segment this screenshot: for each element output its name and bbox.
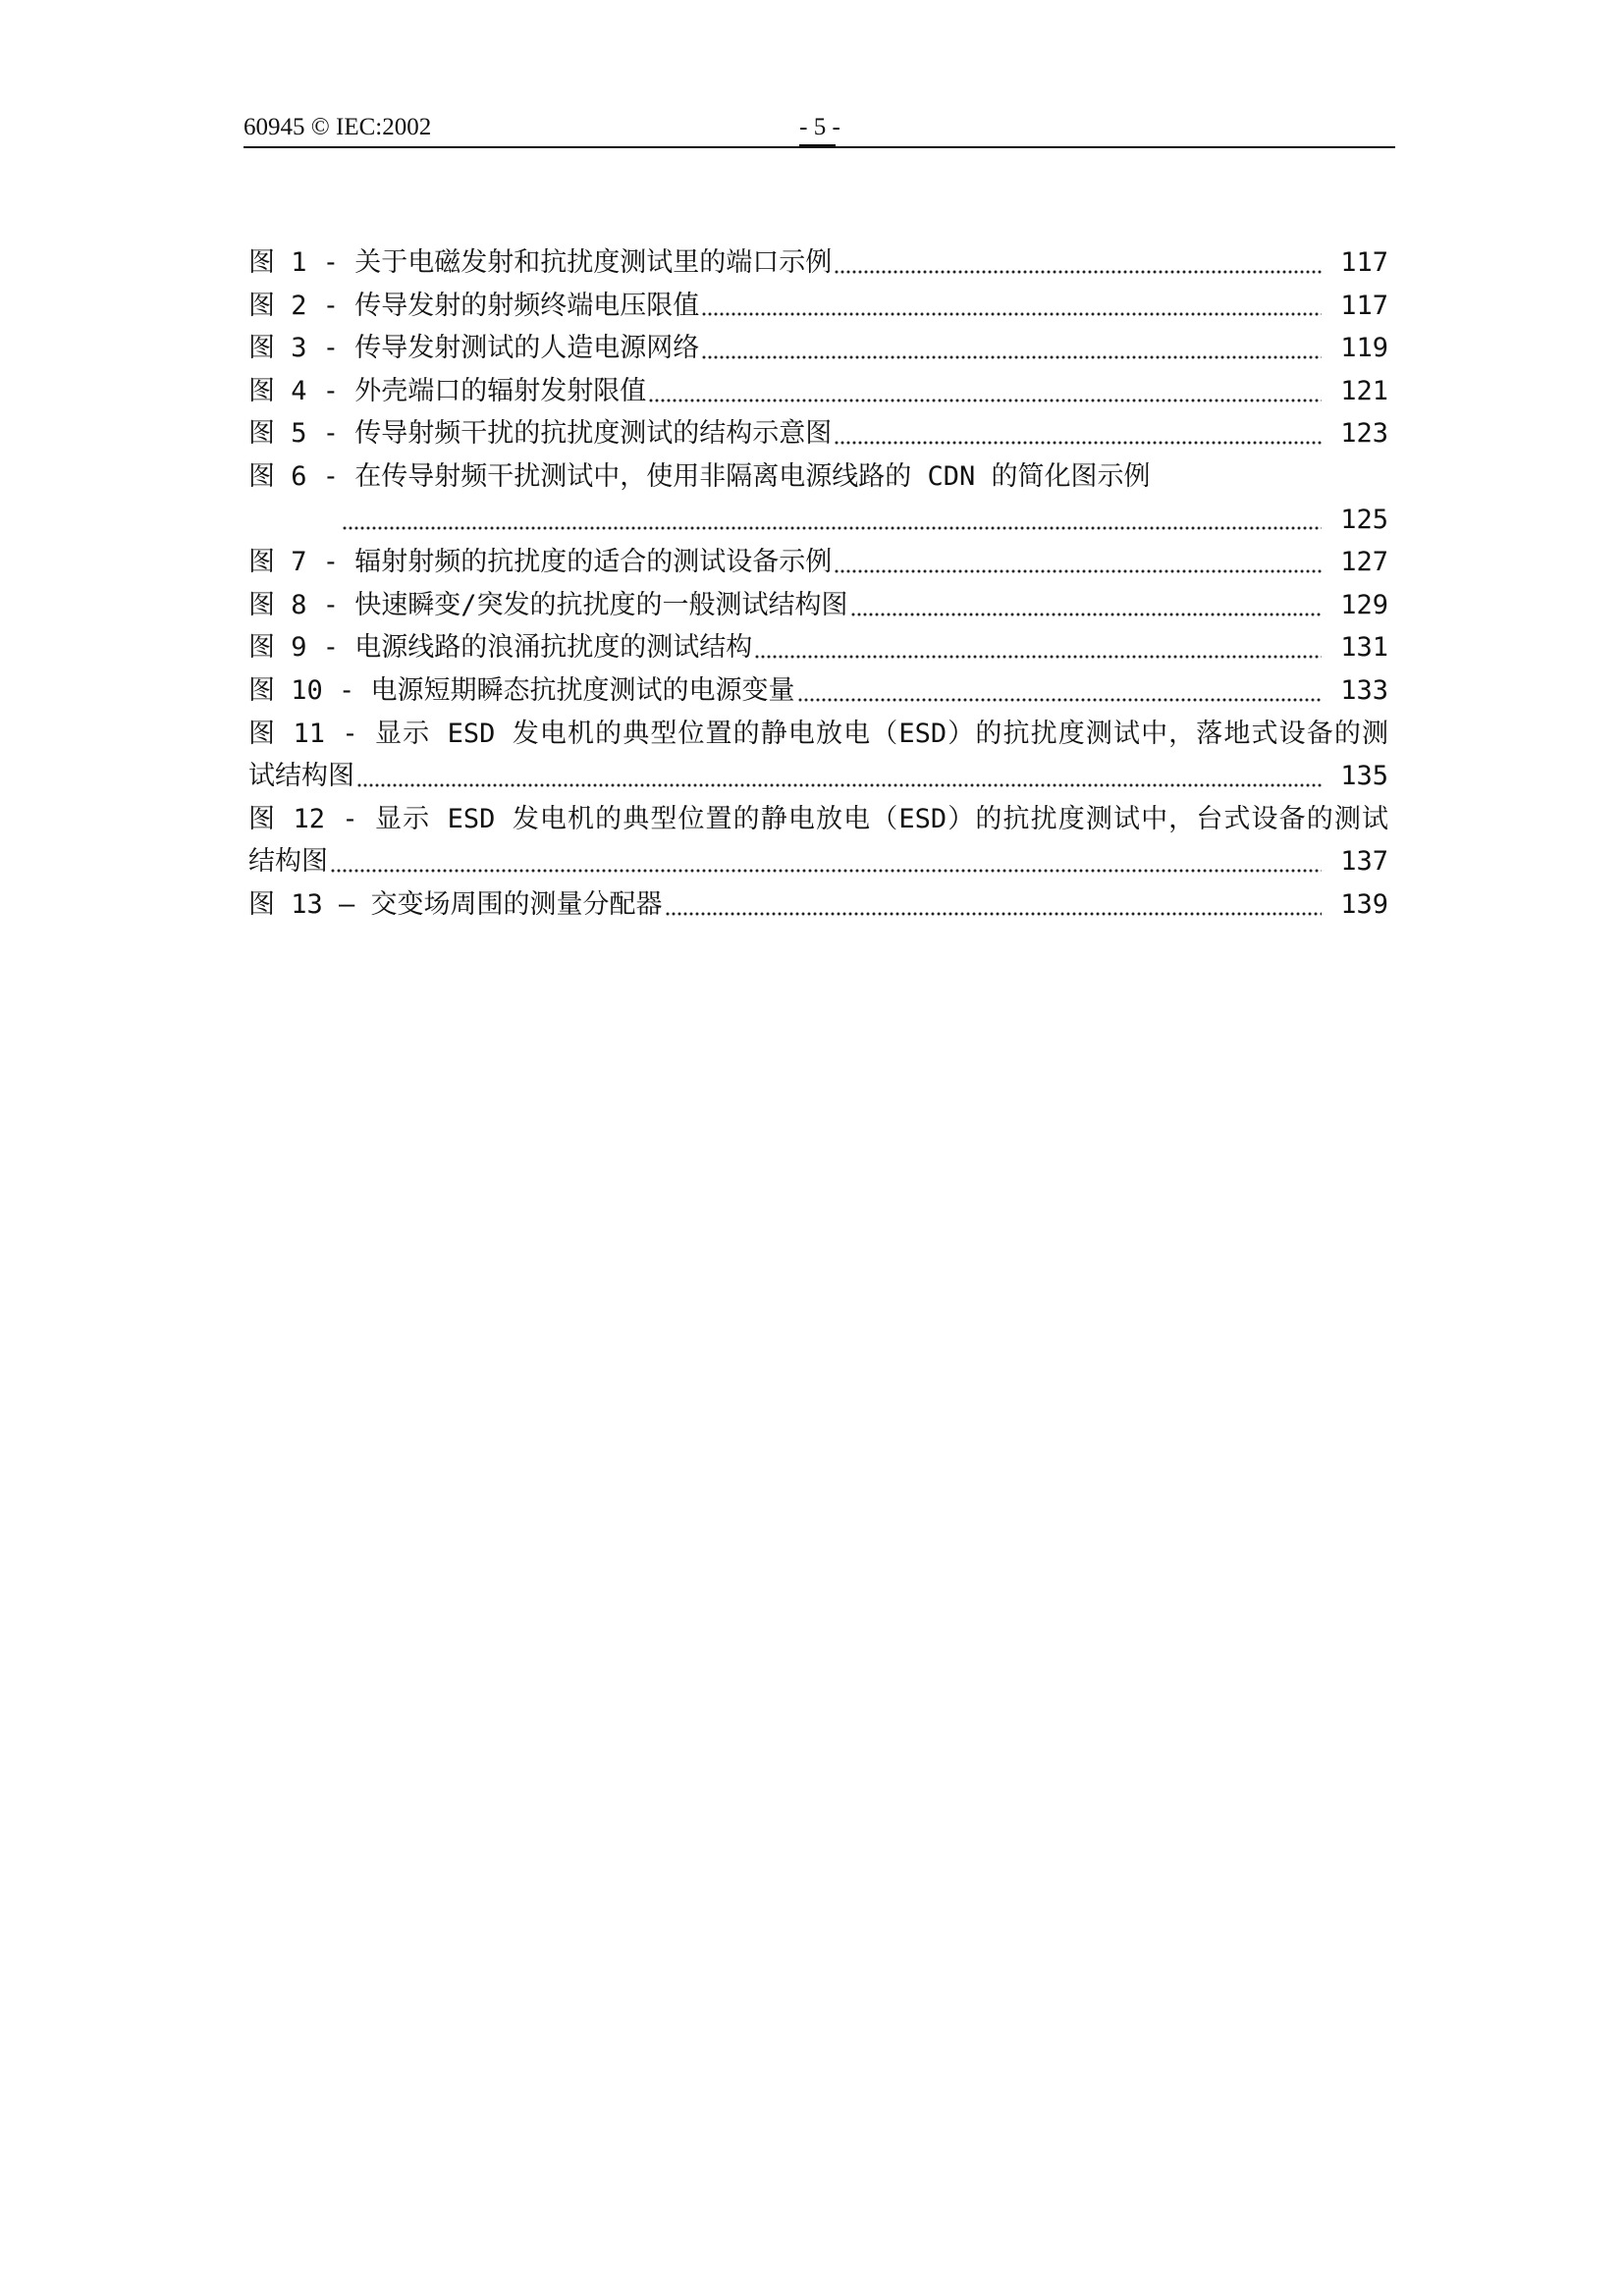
toc-entry-title: 图 13 – 交变场周围的测量分配器 (248, 888, 663, 920)
toc-entry-figure-6 (248, 455, 1388, 541)
dot-leader (834, 422, 1322, 446)
toc-line (248, 713, 1388, 756)
dot-leader (330, 850, 1322, 874)
toc-entry-title: 图 2 - 传导发射的射频终端电压限值 (248, 290, 700, 321)
toc-entry-title: 图 5 - 传导射频干扰的抗扰度测试的结构示意图 (248, 418, 833, 450)
toc-page-number: 117 (1340, 290, 1388, 321)
toc-line (248, 584, 1388, 627)
toc-line (248, 455, 1388, 499)
toc-entry-title: 图 12 - 显示 ESD 发电机的典型位置的静电放电（ESD）的抗扰度测试中，台式设备的测试 (248, 803, 1388, 834)
toc-page-number: 117 (1340, 247, 1388, 278)
toc-entry-figure-13 (248, 883, 1388, 927)
toc-line (248, 883, 1388, 927)
toc-line (248, 798, 1388, 841)
toc-entry-title-continuation: 结构图 (248, 846, 328, 878)
dot-leader (701, 294, 1322, 317)
toc-entry-title: 图 3 - 传导发射测试的人造电源网络 (248, 333, 700, 364)
dot-leader (342, 507, 1322, 531)
dot-leader (665, 893, 1322, 917)
toc-entry-figure-8 (248, 584, 1388, 627)
toc-line-continuation (248, 840, 1388, 883)
toc-entry-figure-2 (248, 285, 1388, 328)
dot-leader (754, 636, 1322, 660)
toc-page-number: 135 (1340, 761, 1388, 792)
toc-line (248, 370, 1388, 413)
dot-leader (834, 551, 1322, 574)
toc-entry-title: 图 6 - 在传导射频干扰测试中，使用非隔离电源线路的 CDN 的简化图示例 (248, 460, 1151, 492)
dot-leader (834, 251, 1322, 275)
toc-line-continuation (248, 499, 1388, 542)
dot-leader (701, 337, 1322, 360)
toc-line (248, 241, 1388, 285)
toc-page-number: 127 (1340, 547, 1388, 578)
toc-entry-title: 图 7 - 辐射射频的抗扰度的适合的测试设备示例 (248, 547, 833, 578)
toc-page-number: 119 (1340, 333, 1388, 364)
toc-line (248, 669, 1388, 713)
toc-entry-title: 图 4 - 外壳端口的辐射发射限值 (248, 375, 647, 406)
toc-page-number: 139 (1340, 888, 1388, 920)
document-id: 60945 © IEC:2002 (244, 114, 432, 140)
toc-entry-figure-11 (248, 713, 1388, 798)
toc-page-number: 133 (1340, 674, 1388, 706)
toc-entry-title: 图 11 - 显示 ESD 发电机的典型位置的静电放电（ESD）的抗扰度测试中，落地式设备的测 (248, 718, 1388, 749)
toc-entry-title: 图 8 - 快速瞬变/突发的抗扰度的一般测试结构图 (248, 589, 848, 620)
toc-entry-title-continuation: 试结构图 (248, 761, 354, 792)
toc-entry-figure-4 (248, 370, 1388, 413)
toc-entry-title: 图 9 - 电源线路的浪涌抗扰度的测试结构 (248, 632, 753, 664)
toc-entry-figure-3 (248, 327, 1388, 370)
toc-entry-figure-5 (248, 412, 1388, 455)
dot-leader (648, 380, 1322, 403)
toc-page-number: 125 (1340, 504, 1388, 535)
list-of-figures (248, 241, 1388, 927)
dot-leader (850, 594, 1322, 617)
dot-leader (797, 679, 1322, 703)
toc-page-number: 137 (1340, 846, 1388, 878)
toc-page-number: 129 (1340, 589, 1388, 620)
toc-entry-title: 图 1 - 关于电磁发射和抗扰度测试里的端口示例 (248, 247, 833, 278)
toc-page-number: 131 (1340, 632, 1388, 664)
toc-line (248, 412, 1388, 455)
toc-page-number: 121 (1340, 375, 1388, 406)
dot-leader (356, 765, 1322, 788)
toc-line (248, 626, 1388, 669)
toc-line-continuation (248, 755, 1388, 798)
toc-line (248, 327, 1388, 370)
toc-entry-title: 图 10 - 电源短期瞬态抗扰度测试的电源变量 (248, 674, 795, 706)
page-number: - 5 - (799, 114, 840, 140)
toc-entry-figure-9 (248, 626, 1388, 669)
toc-entry-figure-10 (248, 669, 1388, 713)
toc-entry-figure-1 (248, 241, 1388, 285)
toc-line (248, 285, 1388, 328)
toc-entry-figure-7 (248, 541, 1388, 584)
toc-line (248, 541, 1388, 584)
toc-entry-figure-12 (248, 798, 1388, 883)
toc-page-number: 123 (1340, 418, 1388, 450)
page-number-underline (799, 144, 836, 148)
